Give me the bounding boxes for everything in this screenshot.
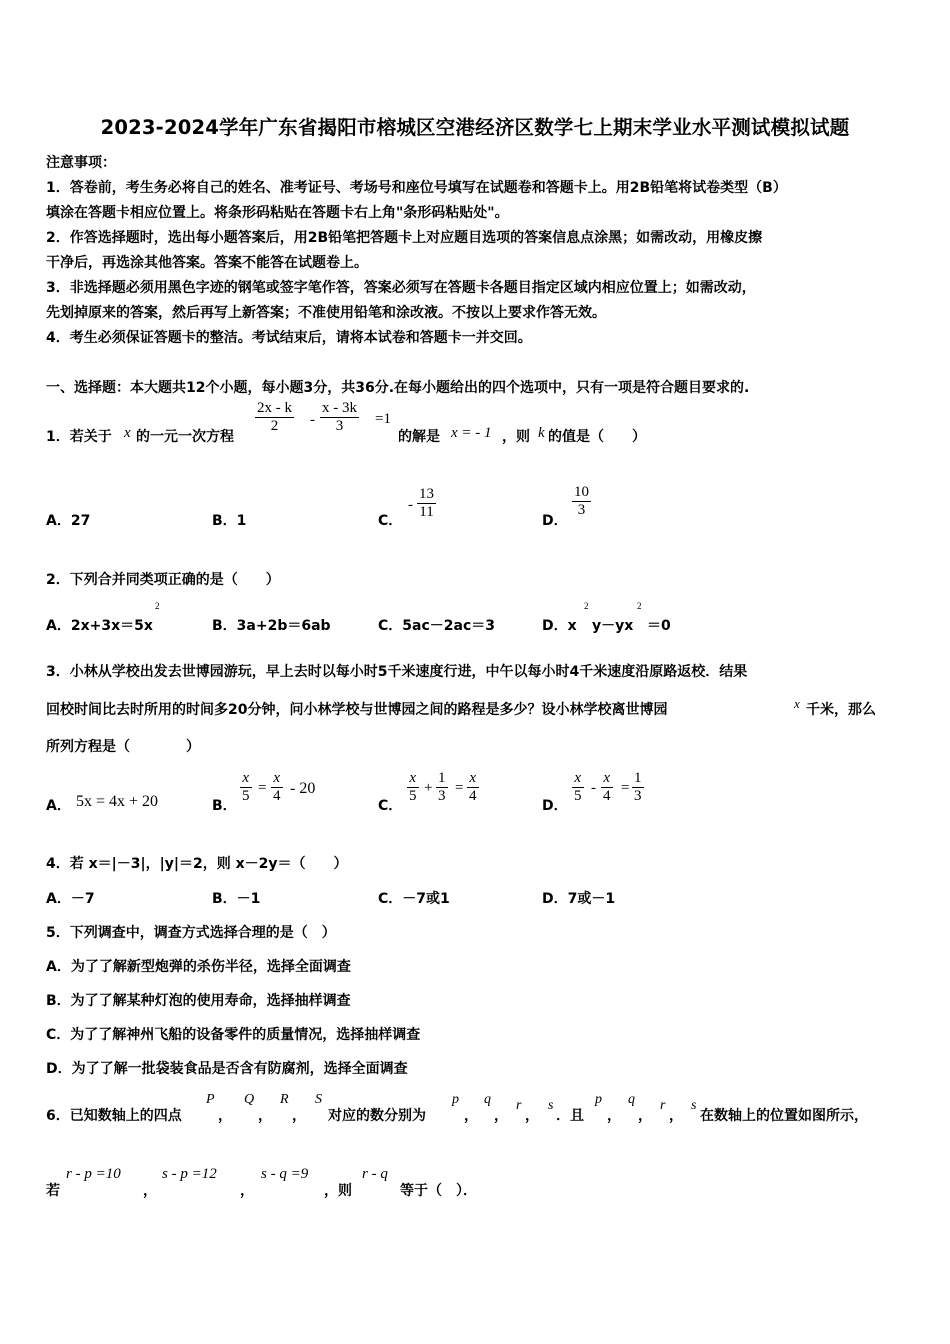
q3-d-equals: = <box>621 780 630 796</box>
q6-sep: ， <box>218 1108 232 1124</box>
q1-option-b: B．1 <box>212 513 247 529</box>
q3-c-fraction-2 <box>436 770 448 805</box>
q1-var-k: k <box>538 425 545 441</box>
q1-equals: =1 <box>375 411 391 427</box>
q6-eq-4: r - q <box>362 1166 388 1182</box>
q6-then: ，则 <box>324 1183 352 1199</box>
q5-option-a: A．为了了解新型炮弹的杀伤半径，选择全面调查 <box>46 959 351 975</box>
notice-line: 4．考生必须保证答题卡的整洁。考试结束后，请将本试卷和答题卡一并交回。 <box>46 330 532 346</box>
q6-and: ．且 <box>556 1108 584 1124</box>
q3-c-d1: 5 <box>409 788 417 804</box>
q3-b-equals: = <box>258 780 267 796</box>
q3-c-n1: x <box>409 770 417 786</box>
q4-option-a: A．－7 <box>46 891 95 907</box>
q3-b-n1: x <box>242 770 250 786</box>
q3-c-n3: x <box>469 770 477 786</box>
q5-option-c: C．为了了解神州飞船的设备零件的质量情况，选择抽样调查 <box>46 1027 421 1043</box>
q1-option-a: A．27 <box>46 513 91 529</box>
q6-sep: ， <box>464 1108 478 1124</box>
q3-d-d2: 4 <box>603 788 611 804</box>
q1-option-d-fraction <box>572 484 591 519</box>
q6-eq-3: s - q =9 <box>261 1166 309 1182</box>
q3-option-a-expr: 5x = 4x + 20 <box>76 793 159 810</box>
q1-fraction-2 <box>320 400 359 435</box>
q1-f2-denominator: 3 <box>320 417 359 435</box>
q6-eq-2: s - p =12 <box>162 1166 217 1182</box>
q3-d-d1: 5 <box>574 788 582 804</box>
q1-f1-denominator: 2 <box>255 417 294 435</box>
q6-num-p-2: p <box>595 1092 602 1107</box>
q6-if: 若 <box>46 1183 60 1199</box>
q6-point-q: Q <box>244 1092 255 1107</box>
q1-fraction-1 <box>255 400 294 435</box>
q4-option-d: D．7或－1 <box>542 891 616 907</box>
q6-num-r-2: r <box>660 1098 666 1113</box>
q3-line-3: 所列方程是（ ） <box>46 739 200 755</box>
q1-solution-label: 的解是 <box>398 429 440 445</box>
q3-c-plus: + <box>424 780 433 796</box>
q3-line-2b: 千米，那么 <box>806 702 876 718</box>
q6-sep: ， <box>638 1108 652 1124</box>
q3-c-n2: 1 <box>438 770 446 786</box>
q3-b-d2: 4 <box>273 788 281 804</box>
q6-num-r: r <box>516 1098 522 1113</box>
q1-pre: 1．若关于 <box>46 429 112 445</box>
q2-option-d-part2: y－yx <box>592 618 634 634</box>
q3-d-fraction-1 <box>572 770 584 805</box>
q1-c-denominator: 11 <box>417 503 436 521</box>
q2-option-d-part3: ＝0 <box>647 618 671 634</box>
q1-x-value: x = - 1 <box>451 425 492 441</box>
section-heading: 一、选择题：本大题共12个小题，每小题3分，共36分.在每小题给出的四个选项中，只有一项是符合题目要求的. <box>46 380 750 396</box>
q2-option-a: A．2x+3x＝5x <box>46 618 153 634</box>
q3-b-fraction-1 <box>240 770 252 805</box>
q3-b-d1: 5 <box>242 788 250 804</box>
q1-minus: - <box>310 412 315 428</box>
q3-option-c-label: C． <box>378 798 403 814</box>
q4-option-b: B．－1 <box>212 891 261 907</box>
q3-c-d2: 3 <box>438 788 446 804</box>
q6-sep: ， <box>258 1108 272 1124</box>
q6-mid: 对应的数分别为 <box>328 1108 426 1124</box>
q1-f2-numerator: x - 3k <box>322 400 357 416</box>
q6-eq-1: r - p =10 <box>66 1166 121 1182</box>
q3-d-fraction-2 <box>601 770 613 805</box>
q3-line-2a: 回校时间比去时所用的时间多20分钟，问小林学校与世博园之间的路程是多少？设小林学校离世博园 <box>46 702 668 718</box>
q6-num-q-2: q <box>628 1092 635 1107</box>
q6-sep: ， <box>494 1108 508 1124</box>
q6-point-s: S <box>315 1092 322 1107</box>
notice-line: 先划掉原来的答案，然后再写上新答案；不准使用铅笔和涂改液。不按以上要求作答无效。 <box>46 305 606 321</box>
q2-option-d-part1: D．x <box>542 618 577 634</box>
q1-d-denominator: 3 <box>572 501 591 519</box>
q1-option-d-label: D． <box>542 513 568 529</box>
q6-sep: ， <box>240 1183 254 1199</box>
q6-end: 在数轴上的位置如图所示， <box>700 1108 868 1124</box>
q6-point-r: R <box>280 1092 289 1107</box>
q1-f1-numerator: 2x - k <box>257 400 292 416</box>
q3-line-2-var: x <box>794 696 800 711</box>
q3-d-n3: 1 <box>634 770 642 786</box>
q1-ask: 的值是（ ） <box>548 429 646 445</box>
q6-ask: 等于（ ）． <box>400 1183 477 1199</box>
q1-c-numerator: 13 <box>419 486 434 502</box>
q6-num-s-2: s <box>691 1098 697 1113</box>
q6-sep: ， <box>669 1108 683 1124</box>
q3-d-n2: x <box>603 770 611 786</box>
notice-line: 干净后，再选涂其他答案。答案不能答在试题卷上。 <box>46 255 368 271</box>
q3-d-n1: x <box>574 770 582 786</box>
q6-num-q: q <box>484 1092 491 1107</box>
q6-sep: ， <box>292 1108 306 1124</box>
q3-d-minus: - <box>591 780 596 796</box>
q6-sep: ， <box>607 1108 621 1124</box>
q5-option-b: B．为了了解某种灯泡的使用寿命，选择抽样调查 <box>46 993 351 1009</box>
q3-option-d-label: D． <box>542 798 568 814</box>
q1-option-c-label: C． <box>378 513 403 529</box>
q1-option-c-fraction <box>417 486 436 521</box>
q1-then: ，则 <box>502 429 530 445</box>
q3-c-fraction-1 <box>407 770 419 805</box>
q2-d-exponent-1: 2 <box>584 601 589 611</box>
q3-b-n2: x <box>273 770 281 786</box>
q6-point-p: P <box>206 1092 215 1107</box>
notice-line: 2．作答选择题时，选出每小题答案后，用2B铅笔把答题卡上对应题目选项的答案信息点涂黑；如需改动，用橡皮擦 <box>46 230 763 246</box>
q5-text: 5．下列调查中，调查方式选择合理的是（ ） <box>46 925 336 941</box>
q3-option-a-label: A． <box>46 798 71 814</box>
notice-line: 3．非选择题必须用黑色字迹的钢笔或签字笔作答，答案必须写在答题卡各题目指定区域内相应位置上；如需改动， <box>46 280 756 296</box>
q3-c-fraction-3 <box>467 770 479 805</box>
q1-option-c-sign: - <box>408 497 413 513</box>
q2-option-c: C．5ac－2ac＝3 <box>378 618 495 634</box>
q3-b-tail: - 20 <box>290 780 316 797</box>
q2-a-exponent: 2 <box>155 601 160 611</box>
q2-option-b: B．3a+2b＝6ab <box>212 618 331 634</box>
q3-c-equals: = <box>455 780 464 796</box>
q4-text: 4．若 x＝|－3|，|y|＝2，则 x－2y＝（ ） <box>46 856 348 872</box>
q6-pre: 6．已知数轴上的四点 <box>46 1108 182 1124</box>
q3-d-d3: 3 <box>634 788 642 804</box>
q2-text: 2．下列合并同类项正确的是（ ） <box>46 572 280 588</box>
q4-option-c: C．－7或1 <box>378 891 450 907</box>
q3-b-fraction-2 <box>271 770 283 805</box>
q6-num-s: s <box>548 1098 554 1113</box>
q3-c-d3: 4 <box>469 788 477 804</box>
q1-var-x: x <box>124 425 131 441</box>
page-title: 2023-2024学年广东省揭阳市榕城区空港经济区数学七上期末学业水平测试模拟试题 <box>100 116 850 139</box>
q1-mid: 的一元一次方程 <box>136 429 234 445</box>
q3-line-1: 3．小林从学校出发去世博园游玩，早上去时以每小时5千米速度行进，中午以每小时4千米速度沿原路返校．结果 <box>46 664 748 680</box>
q3-option-b-label: B． <box>212 798 237 814</box>
q3-d-fraction-3 <box>632 770 644 805</box>
q5-option-d: D．为了了解一批袋装食品是否含有防腐剂，选择全面调查 <box>46 1061 408 1077</box>
q1-d-numerator: 10 <box>574 484 589 500</box>
q2-d-exponent-2: 2 <box>637 601 642 611</box>
q6-num-p: p <box>452 1092 459 1107</box>
notice-line: 填涂在答题卡相应位置上。将条形码粘贴在答题卡右上角"条形码粘贴处"。 <box>46 205 509 221</box>
notice-heading: 注意事项： <box>46 155 116 171</box>
q6-sep: ， <box>525 1108 539 1124</box>
q6-sep: ， <box>143 1183 157 1199</box>
notice-line: 1．答卷前，考生务必将自己的姓名、准考证号、考场号和座位号填写在试题卷和答题卡上。用2B铅笔将试卷类型（B） <box>46 180 787 196</box>
